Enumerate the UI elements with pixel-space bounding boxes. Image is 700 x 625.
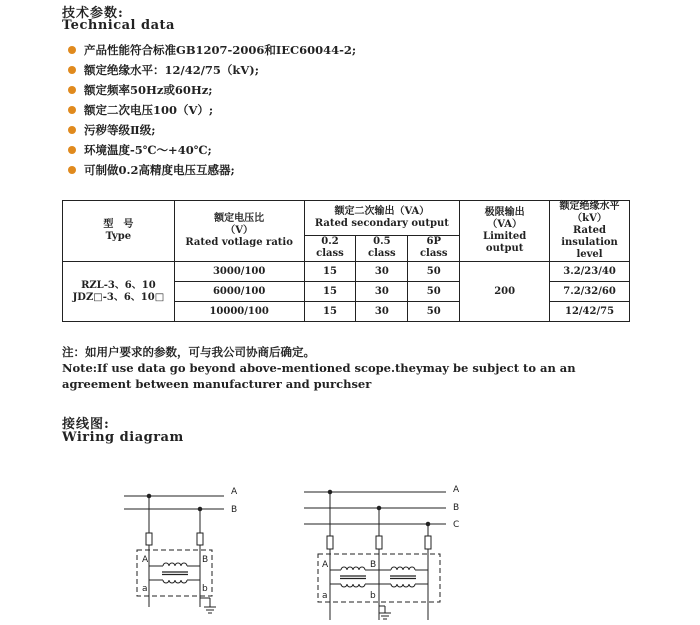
bullet-icon	[68, 106, 76, 114]
line-label-c: C	[453, 520, 460, 530]
wiring-title-en: Wiring diagram	[62, 430, 184, 445]
line-label-a: A	[231, 487, 238, 497]
ratio-cell: 3000/100	[174, 262, 304, 282]
spec-item: 可制做0.2高精度电压互感器;	[62, 160, 356, 180]
note-en-line2: agreement between manufacturer and purchser	[62, 377, 372, 391]
secondary-coil-icon	[341, 584, 365, 587]
terminal-label-b: b	[202, 584, 208, 594]
primary-coil-icon	[391, 567, 415, 570]
secondary-coil-icon	[391, 584, 415, 587]
class-cell: 15	[304, 262, 356, 282]
terminal-label-a: a	[322, 591, 328, 601]
bullet-icon	[68, 146, 76, 154]
class-cell: 50	[408, 262, 460, 282]
fuse-icon	[327, 536, 333, 549]
class-header: 0.2 class	[304, 235, 356, 261]
spec-item: 污秽等级Ⅱ级;	[62, 120, 356, 140]
terminal-label-A: A	[142, 555, 149, 565]
bullet-icon	[68, 86, 76, 94]
spec-item: 额定二次电压100（V）;	[62, 100, 356, 120]
wiring-title-cn: 接线图:	[62, 417, 110, 432]
terminal-label-B: B	[370, 560, 377, 570]
ratio-cell: 6000/100	[174, 282, 304, 302]
terminal-label-A: A	[322, 560, 329, 570]
terminal-label-b: b	[370, 591, 376, 601]
wiring-diagram	[0, 470, 700, 625]
technical-table	[62, 200, 630, 322]
bullet-icon	[68, 46, 76, 54]
class-cell: 15	[304, 302, 356, 322]
line-label-b: B	[453, 503, 460, 513]
class-header: 6P class	[408, 235, 460, 261]
fuse-icon	[425, 536, 431, 549]
section-title-cn: 技术参数:	[62, 6, 124, 21]
spec-item: 额定频率50Hz或60Hz;	[62, 80, 356, 100]
terminal-label-a: a	[142, 584, 148, 594]
fuse-icon	[146, 533, 152, 545]
bullet-icon	[68, 166, 76, 174]
table-row	[63, 262, 630, 282]
ground-icon	[204, 607, 216, 613]
transformer-enclosure	[137, 550, 212, 596]
limit-header: 极限输出 （VA） Limited output	[460, 201, 550, 262]
fuse-icon	[376, 536, 382, 549]
ground-icon	[379, 613, 391, 619]
section-title-en: Technical data	[62, 18, 175, 33]
class-cell: 15	[304, 282, 356, 302]
class-cell: 30	[356, 302, 408, 322]
wiring-diagram-single-phase	[124, 494, 224, 613]
class-cell: 50	[408, 282, 460, 302]
spec-list	[62, 40, 356, 180]
bullet-icon	[68, 126, 76, 134]
secondary-header: 额定二次输出（VA） Rated secondary output	[304, 201, 460, 236]
insulation-header: 额定绝缘水平 （kV） Rated insulation level	[550, 201, 630, 262]
class-cell: 30	[356, 282, 408, 302]
limit-cell: 200	[460, 262, 550, 322]
spec-item: 环境温度-5℃～+40℃;	[62, 140, 356, 160]
ratio-cell: 10000/100	[174, 302, 304, 322]
line-label-b: B	[231, 505, 238, 515]
primary-coil-icon	[341, 567, 365, 570]
class-cell: 50	[408, 302, 460, 322]
primary-coil-icon	[163, 563, 187, 566]
ratio-header: 额定电压比 （V） Rated votlage ratio	[174, 201, 304, 262]
note-en-line1: Note:If use data go beyond above-mentioned scope.theymay be subject to an an	[62, 361, 576, 375]
insulation-cell: 7.2/32/60	[550, 282, 630, 302]
note-cn: 注：如用户要求的参数，可与我公司协商后确定。	[62, 345, 315, 359]
bullet-icon	[68, 66, 76, 74]
line-label-a: A	[453, 485, 460, 495]
spec-item: 额定绝缘水平：12/42/75（kV);	[62, 60, 356, 80]
type-cell: RZL-3、6、10 JDZ□-3、6、10□	[63, 262, 175, 322]
insulation-cell: 3.2/23/40	[550, 262, 630, 282]
table-header-row	[63, 201, 630, 236]
fuse-icon	[197, 533, 203, 545]
insulation-cell: 12/42/75	[550, 302, 630, 322]
class-header: 0.5 class	[356, 235, 408, 261]
spec-item: 产品性能符合标准GB1207-2006和IEC60044-2;	[62, 40, 356, 60]
class-cell: 30	[356, 262, 408, 282]
type-header: 型 号 Type	[63, 201, 175, 262]
terminal-label-B: B	[202, 555, 209, 565]
secondary-coil-icon	[163, 580, 187, 583]
